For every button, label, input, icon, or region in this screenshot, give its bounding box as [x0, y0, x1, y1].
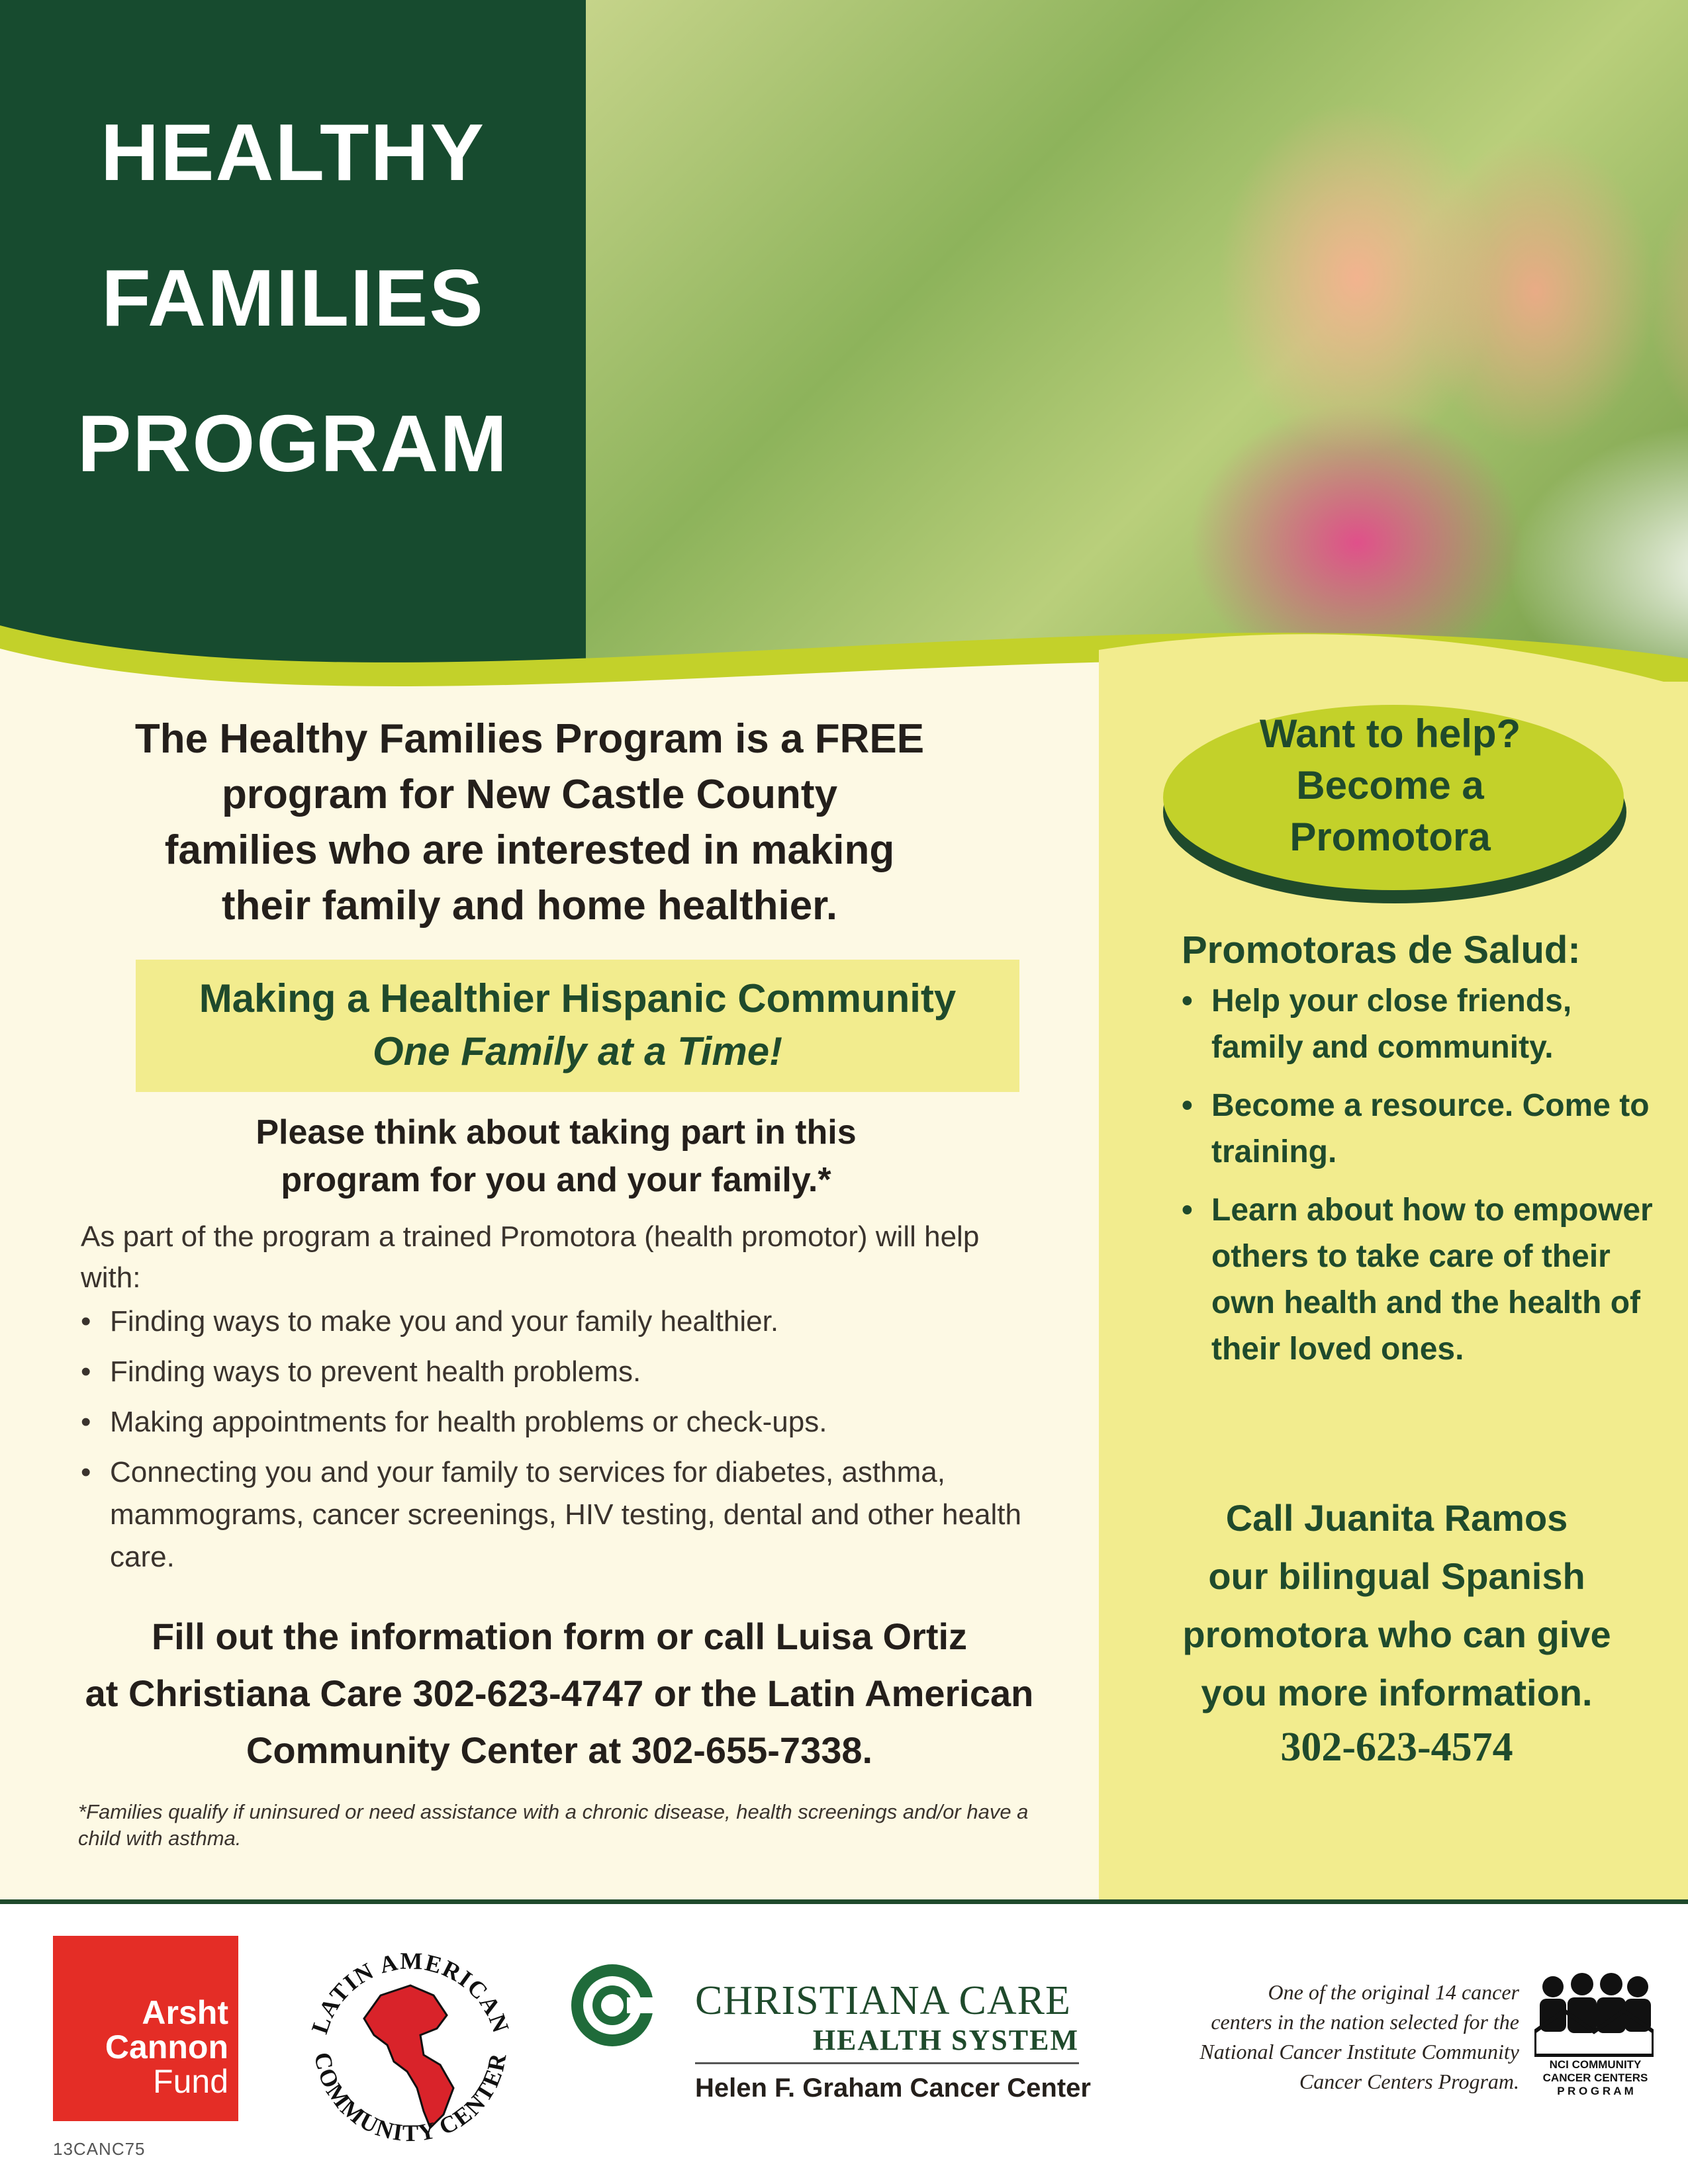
footer-divider	[0, 1899, 1688, 1904]
fill-out-line: at Christiana Care 302-623-4747 or the Latin American	[85, 1672, 1034, 1714]
promotoras-title: Promotoras de Salud:	[1182, 929, 1581, 972]
nci-people-icon	[1534, 1971, 1654, 2057]
fill-out-callout	[53, 1608, 1066, 1779]
promotoras-item: • Become a resource. Come to training.	[1182, 1083, 1658, 1175]
title-line: PROGRAM	[77, 398, 509, 488]
lacc-top-text: LATIN AMERICAN	[306, 1947, 515, 2037]
think-heading	[139, 1109, 973, 1204]
call-juanita-text	[1125, 1489, 1668, 1722]
arsht-line: Fund	[153, 2063, 228, 2100]
intro-line: families who are interested in making	[164, 827, 895, 873]
intro-line: program for New Castle County	[221, 772, 838, 817]
want-line: Become a	[1296, 763, 1484, 807]
help-item: • Finding ways to make you and your family healthier.	[81, 1300, 1074, 1343]
intro-paragraph	[99, 711, 960, 934]
call-line: you more information.	[1201, 1672, 1593, 1713]
think-line: program for you and your family.*	[281, 1161, 831, 1199]
promotoras-item: • Learn about how to empower others to take care of their own health and the health of their loved ones.	[1182, 1187, 1658, 1373]
help-list	[81, 1300, 1074, 1586]
fill-out-line: Community Center at 302-655-7338.	[246, 1729, 873, 1771]
document-code: 13CANC75	[53, 2139, 146, 2159]
title-line: HEALTHY	[100, 107, 486, 197]
call-line: Call Juanita Ramos	[1225, 1497, 1568, 1539]
want-line: Want to help?	[1259, 711, 1521, 756]
tagline-line-1: Making a Healthier Hispanic Community	[199, 976, 957, 1021]
think-line: Please think about taking part in this	[256, 1113, 857, 1152]
title-line: FAMILIES	[101, 253, 485, 343]
call-phone-number: 302-623-4574	[1280, 1725, 1513, 1770]
nci-program-label	[1529, 2058, 1662, 2098]
help-item: • Finding ways to prevent health problems.	[81, 1351, 1074, 1393]
latin-american-community-center-logo	[295, 1923, 526, 2161]
promotoras-list	[1182, 978, 1658, 1385]
lacc-bottom-text: COMMUNITY CENTER	[309, 2050, 512, 2147]
tagline-line-2: One Family at a Time!	[372, 1029, 783, 1073]
call-line: our bilingual Spanish	[1208, 1555, 1585, 1597]
want-to-help-text	[1185, 708, 1595, 863]
christiana-care-name: CHRISTIANA CARE	[695, 1978, 1071, 2023]
intro-line: The Healthy Families Program is a FREE	[134, 716, 925, 762]
cancer-center-name: Helen F. Graham Cancer Center	[695, 2073, 1091, 2103]
arsht-line: Arsht	[142, 1994, 228, 2031]
as-part-text: As part of the program a trained Promotora (health promotor) will help with:	[81, 1220, 980, 1294]
nci-line: One of the original 14 cancer	[1268, 1980, 1519, 2004]
health-system-label: HEALTH SYSTEM	[812, 2024, 1079, 2056]
christiana-care-rule	[695, 2062, 1079, 2064]
nci-description	[1125, 1978, 1519, 2097]
help-item: • Making appointments for health problems or check-ups.	[81, 1401, 1074, 1443]
arsht-cannon-fund-logo	[53, 1936, 238, 2121]
fill-out-line: Fill out the information form or call Luisa Ortiz	[151, 1615, 968, 1657]
nci-line: centers in the nation selected for the	[1211, 2010, 1519, 2034]
americas-map-icon	[364, 1985, 453, 2128]
nci-label-line: P R O G R A M	[1557, 2085, 1634, 2097]
nci-label-line: NCI COMMUNITY	[1549, 2058, 1642, 2071]
want-line: Promotora	[1289, 815, 1491, 859]
nci-label-line: CANCER CENTERS	[1542, 2071, 1648, 2084]
help-item: • Connecting you and your family to services for diabetes, asthma, mammograms, cancer screenings, HIV testing, dental and other health care.	[81, 1451, 1074, 1578]
arsht-line: Cannon	[105, 2028, 228, 2066]
call-line: promotora who can give	[1182, 1614, 1611, 1655]
nci-line: Cancer Centers Program.	[1299, 2070, 1519, 2093]
family-photo	[583, 0, 1688, 668]
promotoras-item: • Help your close friends, family and community.	[1182, 978, 1658, 1071]
nci-line: National Cancer Institute Community	[1199, 2040, 1519, 2064]
footnote: *Families qualify if uninsured or need assistance with a chronic disease, health screenings and/or have a child with asthma.	[78, 1800, 1029, 1850]
page-title	[0, 79, 586, 516]
christiana-care-c-icon	[566, 1959, 659, 2052]
intro-line: their family and home healthier.	[221, 883, 838, 929]
